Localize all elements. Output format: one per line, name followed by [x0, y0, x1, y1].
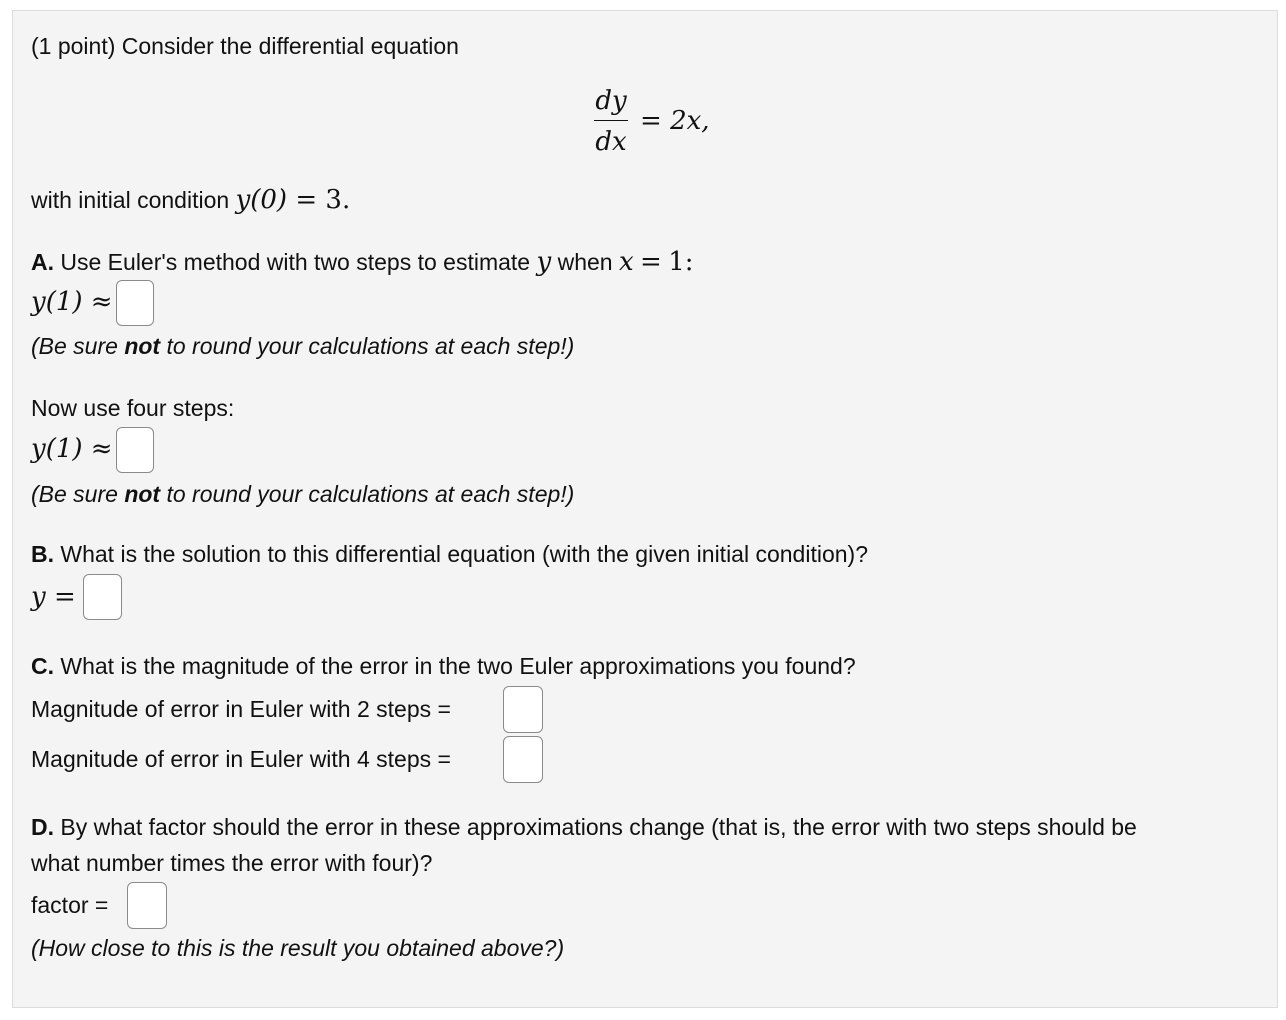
note-bold-not: not [124, 333, 161, 359]
note-no-round-1 [31, 333, 574, 360]
part-b-text: What is the solution to this differential equation (with the given initial condition)? [60, 541, 868, 567]
x-value: 1: [668, 247, 694, 277]
euler-2-steps-input[interactable] [116, 280, 154, 326]
four-steps-label: Now use four steps: [31, 395, 235, 421]
equals-sign: = [53, 582, 76, 612]
part-c-label: C. [31, 653, 54, 679]
intro-text: Consider the differential equation [121, 33, 459, 59]
initial-value: 3. [325, 185, 351, 215]
answer-2-steps-label [31, 287, 113, 317]
factor-label: factor = [31, 892, 109, 918]
approx-sign: ≈ [90, 287, 113, 317]
solution-label [31, 582, 76, 612]
closing-note: (How close to this is the result you obtained above?) [31, 935, 565, 961]
part-a-label: A. [31, 249, 54, 275]
var-y: y [536, 247, 552, 277]
part-d-question [31, 814, 1137, 841]
y1-label: y(1) [31, 434, 83, 464]
fraction-denominator: dx [595, 127, 627, 157]
equals-sign: = [640, 106, 662, 136]
fraction-bar [594, 120, 628, 121]
error-2-steps-label: Magnitude of error in Euler with 2 steps = [31, 696, 451, 722]
error-4-steps-label: Magnitude of error in Euler with 4 steps = [31, 746, 451, 772]
part-b-question [31, 541, 868, 568]
error-4-steps-input[interactable] [503, 736, 543, 783]
part-d-text: By what factor should the error in these approximations change (that is, the error with two steps should be [60, 814, 1137, 840]
answer-4-steps-label [31, 434, 113, 464]
note-bold-not: not [124, 481, 161, 507]
part-b-label: B. [31, 541, 54, 567]
var-x: x [618, 247, 634, 277]
part-c-text: What is the magnitude of the error in the two Euler approximations you found? [60, 653, 856, 679]
part-a-text: Use Euler's method with two steps to estimate [60, 249, 531, 275]
factor-input[interactable] [127, 882, 167, 929]
when-text: when [557, 249, 613, 275]
note-no-round-2 [31, 481, 574, 508]
var-y: y [31, 582, 46, 612]
note-text: (Be sure [31, 333, 118, 359]
error-2-steps-input[interactable] [503, 686, 543, 733]
approx-sign: ≈ [90, 434, 113, 464]
points-label: (1 point) [31, 33, 116, 59]
euler-4-steps-input[interactable] [116, 427, 154, 473]
rhs-expression: 2x, [670, 106, 710, 136]
note-text: to round your calculations at each step!) [166, 333, 575, 359]
problem-intro [31, 33, 459, 60]
part-a-question [31, 247, 694, 277]
initial-condition-math [236, 185, 351, 215]
equals-sign: = [295, 185, 318, 215]
y1-label: y(1) [31, 287, 83, 317]
note-text: to round your calculations at each step!) [166, 481, 575, 507]
initial-condition [31, 185, 350, 215]
solution-input[interactable] [83, 574, 122, 620]
note-text: (Be sure [31, 481, 118, 507]
part-d-label: D. [31, 814, 54, 840]
initial-condition-text: with initial condition [31, 187, 230, 213]
equation-rhs [640, 106, 710, 136]
part-d-question-cont: what number times the error with four)? [31, 850, 433, 876]
fraction-numerator: dy [595, 86, 627, 116]
derivative-fraction [594, 86, 628, 157]
part-c-question [31, 653, 856, 680]
equals-sign: = [640, 247, 662, 277]
y0-expression: y(0) [235, 185, 288, 215]
